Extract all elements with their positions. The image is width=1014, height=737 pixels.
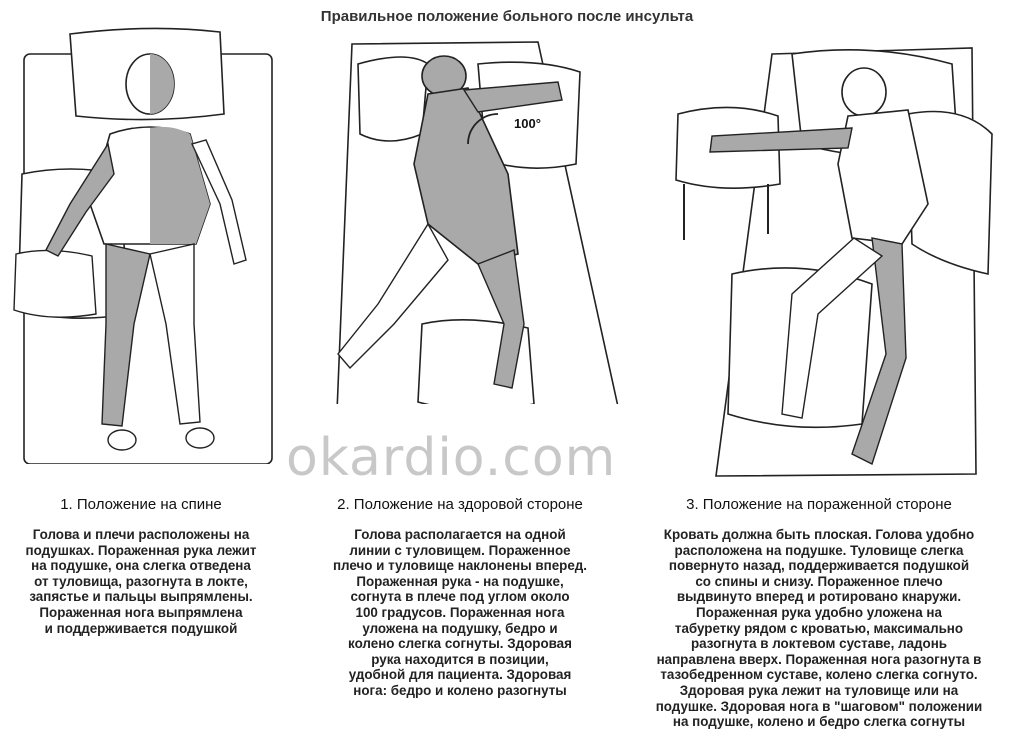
caption-line: на подушке, она слегка отведена — [31, 558, 251, 574]
angle-label: 100° — [514, 116, 541, 131]
illustration-affected-side — [672, 24, 1012, 484]
caption-heading: 2. Положение на здоровой стороне — [337, 496, 583, 513]
caption-line: разогнута в локтевом суставе, ладонь — [690, 636, 948, 652]
caption-line: расположена на подушке. Туловище слегка — [674, 542, 964, 558]
caption-line: тазобедренном суставе, колено слегка согнуто. — [660, 667, 978, 683]
head — [842, 68, 886, 116]
arm-pillow — [14, 250, 96, 317]
caption-line: Пораженная нога выпрямлена — [39, 604, 243, 620]
caption-text — [630, 527, 1008, 730]
caption-line: от туловища, разогнута в локте, — [34, 573, 248, 589]
caption-line: 100 градусов. Пораженная нога — [355, 604, 565, 620]
caption-line: подушках. Пораженная рука лежит — [25, 542, 257, 558]
caption-heading: 1. Положение на спине — [60, 496, 222, 513]
caption-line: Пораженная рука удобно уложена на — [696, 604, 942, 620]
caption-line: табуретку рядом с кроватью, максимально — [674, 620, 964, 636]
caption-line: согнута в плече под углом около — [350, 589, 570, 605]
caption-supine — [10, 496, 272, 636]
caption-line: со спины и снизу. Пораженное плечо — [695, 573, 943, 589]
caption-line: удобной для пациента. Здоровая — [348, 667, 572, 683]
caption-line: и поддерживается подушкой — [44, 620, 238, 636]
caption-line: уложена на подушку, бедро и — [362, 620, 558, 636]
head-pillow — [358, 57, 428, 141]
right-foot — [186, 428, 214, 448]
caption-line: Кровать должна быть плоская. Голова удобно — [663, 527, 975, 542]
caption-line: Пораженная рука - на подушке, — [356, 573, 564, 589]
caption-line: повернуто назад, поддерживается подушкой — [668, 558, 970, 574]
caption-line: подушке. Здоровая нога в "шаговом" положении — [655, 698, 983, 714]
caption-line: рука находится в позиции, — [371, 651, 549, 667]
caption-line: нога: бедро и колено разогнуты — [353, 682, 567, 698]
caption-line: Здоровая рука лежит на туловище или на — [679, 682, 959, 698]
caption-line: Голова и плечи расположены на — [32, 527, 250, 542]
caption-text — [300, 527, 620, 699]
caption-line: запястье и пальцы выпрямлены. — [29, 589, 253, 605]
caption-line: линии с туловищем. Пораженное — [349, 542, 571, 558]
caption-text — [10, 527, 272, 636]
caption-line: колено слегка согнуты. Здоровая — [348, 636, 572, 652]
page-title: Правильное положение больного после инсульта — [320, 8, 694, 25]
watermark: okardio.com — [286, 428, 617, 488]
caption-line: плечо и туловище наклонены вперед. — [332, 558, 588, 574]
caption-line: выдвинуто вперед и ротировано кнаружи. — [676, 589, 962, 605]
caption-affected-side — [630, 496, 1008, 730]
left-foot — [108, 430, 136, 450]
caption-line: направлена вверх. Пораженная нога разогнута в — [656, 651, 982, 667]
caption-line: Голова располагается на одной — [354, 527, 566, 542]
caption-line: на подушке, колено и бедро слегка согнуты — [672, 714, 966, 730]
illustration-supine — [10, 24, 280, 464]
illustration-healthy-side — [318, 24, 638, 404]
caption-healthy-side — [300, 496, 620, 699]
caption-heading: 3. Положение на пораженной стороне — [686, 496, 952, 513]
